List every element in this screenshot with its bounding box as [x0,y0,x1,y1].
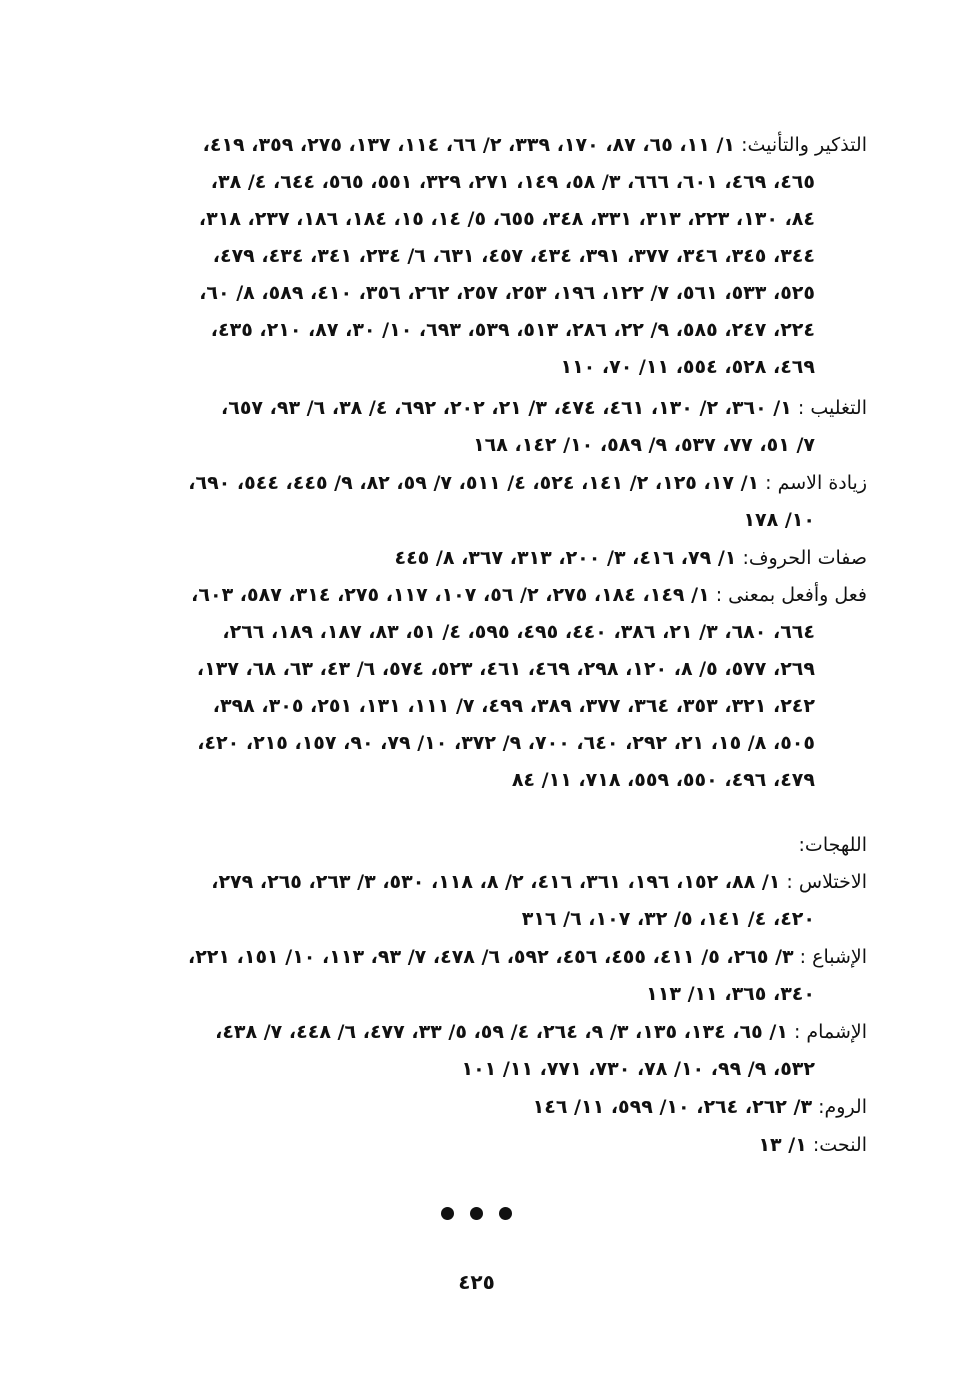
entry-continuation-line [127,1051,867,1088]
section-heading-dialects: اللهجات: [798,834,867,856]
entry-references: ١/ ٨٨، ١٥٢، ١٩٦، ٣٦١، ٤١٦، ٢/ ٨، ١١٨، ٥٣٠، ٣/ ٢٦٣، ٢٦٥، ٢٧٩، [211,871,781,893]
entry-references: ٢٢٤، ٢٤٧، ٥٨٥، ٩/ ٢٢، ٢٨٦، ٥١٣، ٥٣٩، ٦٩٣، ١٠/ ٣٠، ٨٧، ٢١٠، ٤٣٥، [210,319,815,341]
entry-references: ٣/ ٢٦٢، ٢٦٤، ١٠/ ٥٩٩، ١١/ ١٤٦ [532,1096,813,1118]
index-entry [127,1089,867,1126]
separator-dot [499,1207,512,1220]
entry-references: ٨٤، ١٣٠، ٢٢٣، ٣١٣، ٣٣١، ٣٤٨، ٦٥٥، ٥/ ١٤، ١٥، ١٨٤، ١٨٦، ٢٣٧، ٣١٨، [198,208,815,230]
entry-term: الاختلاس : [780,871,867,893]
entry-continuation-line [127,725,867,762]
entry-references: ٢٦٩، ٥٧٧، ٥/ ٨، ١٢٠، ٢٩٨، ٤٦٩، ٤٦١، ٥٢٣، ٥٧٤، ٦/ ٤٣، ٦٣، ٦٨، ١٣٧، [196,658,815,680]
entry-continuation-line [127,976,867,1013]
entry-references: ١/ ٧٩، ٤١٦، ٣/ ٢٠٠، ٣١٣، ٣٦٧، ٨/ ٤٤٥ [394,546,737,569]
index-entry [127,1127,867,1164]
entry-references: ٦٦٤، ٦٨٠، ٣/ ٢١، ٣٨٦، ٤٤٠، ٤٩٥، ٥٩٥، ٤/ ٥١، ٨٣، ١٨٧، ١٨٩، ٢٦٦، [222,621,815,643]
index-entry [127,577,867,799]
entry-first-line [127,577,867,614]
entry-references: ٥٠٥، ٨/ ١٥، ٢١، ٢٩٢، ٦٤٠، ٧٠٠، ٩/ ٣٧٢، ١٠/ ٧٩، ٩٠، ١٥٧، ٢١٥، ٤٢٠، [197,732,815,754]
entry-first-line [127,864,867,901]
index-entry [127,127,867,386]
entry-references: ٤٦٥، ٤٦٩، ٦٠١، ٦٦٦، ٣/ ٥٨، ١٤٩، ٢٧١، ٣٢٩، ٥٥١، ٥٦٥، ٦٤٤، ٤/ ٣٨، [210,171,815,193]
entry-references: ١/ ٣٦٠، ٢/ ١٣٠، ٤٦١، ٤٧٤، ٣/ ٢١، ٢٠٢، ٦٩٢، ٤/ ٣٨، ٦/ ٩٣، ٦٥٧، [221,396,792,419]
entry-references: ١٠/ ١٧٨ [743,508,815,531]
entry-term: التذكير والتأنيث: [735,134,867,156]
entry-references: ٧/ ٥١، ٧٧، ٥٣٧، ٩/ ٥٨٩، ١٠/ ١٤٢، ١٦٨ [473,433,815,456]
entry-continuation-line [127,427,867,464]
entry-references: ٣٤٠، ٣٦٥، ١١/ ١١٣ [646,983,815,1005]
entry-first-line [127,540,867,577]
entry-continuation-line [127,164,867,201]
entry-references: ٣/ ٢٦٥، ٥/ ٤١١، ٤٥٥، ٤٥٦، ٥٩٢، ٦/ ٤٧٨، ٧/ ٩٣، ١١٣، ١٠/ ١٥١، ٢٢١، [187,946,794,968]
entry-continuation-line [127,201,867,238]
section-separator [0,1205,953,1224]
entry-first-line [127,1127,867,1164]
entry-continuation-line [127,312,867,349]
entry-first-line [127,465,867,502]
entry-term: الروم: [812,1096,867,1118]
entry-continuation-line [127,651,867,688]
entry-first-line [127,939,867,976]
entry-continuation-line [127,502,867,539]
page-number: ٤٢٥ [458,1270,495,1294]
entry-first-line [127,1089,867,1126]
entry-continuation-line [127,762,867,799]
entry-term: التغليب : [791,396,867,419]
entry-continuation-line [127,688,867,725]
entry-references: ٣٤٤، ٣٤٥، ٣٤٦، ٣٧٧، ٣٩١، ٤٣٤، ٤٥٧، ٦٣١، ٦/ ٢٣٤، ٣٤١، ٤٣٤، ٤٧٩، [212,245,815,267]
entry-term: فعل وأفعل بمعنى : [709,584,867,606]
index-entry [127,864,867,938]
entry-first-line [127,127,867,164]
entry-references: ١/ ١٤٩، ١٨٤، ٢٧٥، ٢/ ٥٦، ١٠٧، ١١٧، ٢٧٥، ٣١٤، ٥٨٧، ٦٠٣، [191,584,710,606]
entry-references: ٥٢٥، ٥٣٣، ٥٦١، ٧/ ١٢٢، ١٩٦، ٢٥٣، ٢٥٧، ٢٦٢، ٣٥٦، ٤١٠، ٥٨٩، ٨/ ٦٠، [199,282,815,304]
entry-first-line [127,390,867,427]
entry-continuation-line [127,238,867,275]
separator-dot [470,1207,483,1220]
entry-continuation-line [127,614,867,651]
entry-references: ١/ ٦٥، ١٣٤، ١٣٥، ٣/ ٩، ٢٦٤، ٤/ ٥٩، ٥/ ٣٣، ٤٧٧، ٦/ ٤٤٨، ٧/ ٤٣٨، [215,1021,788,1043]
entry-continuation-line [127,349,867,386]
entry-continuation-line [127,275,867,312]
entry-term: الإشمام : [787,1021,867,1043]
entry-references: ٤٧٩، ٤٩٦، ٥٥٠، ٥٥٩، ٧١٨، ١١/ ٨٤ [511,769,815,791]
entry-references: ١/ ١٧، ١٢٥، ٢/ ١٤١، ٥٢٤، ٤/ ٥١١، ٧/ ٥٩، ٨٢، ٩/ ٤٤٥، ٥٤٤، ٦٩٠، [188,471,760,494]
entry-continuation-line [127,901,867,938]
entry-references: ١/ ١٣ [758,1133,807,1156]
entry-term: النحت: [806,1133,867,1156]
entry-references: ٥٣٢، ٩/ ٩٩، ١٠/ ٧٨، ٧٣٠، ٧٧١، ١١/ ١٠١ [461,1058,815,1080]
entry-term: زيادة الاسم : [759,471,867,494]
entry-references: ٤٢٠، ٤/ ١٤١، ٥/ ٣٢، ١٠٧، ٦/ ٣١٦ [521,908,815,930]
entry-first-line [127,1014,867,1051]
entry-references: ٢٤٢، ٣٢١، ٣٥٣، ٣٦٤، ٣٧٧، ٣٨٩، ٤٩٩، ٧/ ١١١، ١٣١، ٢٥١، ٣٠٥، ٣٩٨، [212,695,815,717]
entry-references: ١/ ١١، ٦٥، ٨٧، ١٧٠، ٣٣٩، ٢/ ٦٦، ١١٤، ١٣٧، ٢٧٥، ٣٥٩، ٤١٩، [202,134,736,156]
separator-dot [441,1207,454,1220]
index-entry [127,465,867,539]
index-entry [127,939,867,1013]
entry-term: صفات الحروف: [736,546,867,569]
entry-references: ٤٦٩، ٥٢٨، ٥٥٤، ١١/ ٧٠، ١١٠ [560,356,815,378]
index-entry [127,540,867,577]
entry-term: الإشباع : [793,946,867,968]
index-entry [127,390,867,464]
index-entry [127,1014,867,1088]
